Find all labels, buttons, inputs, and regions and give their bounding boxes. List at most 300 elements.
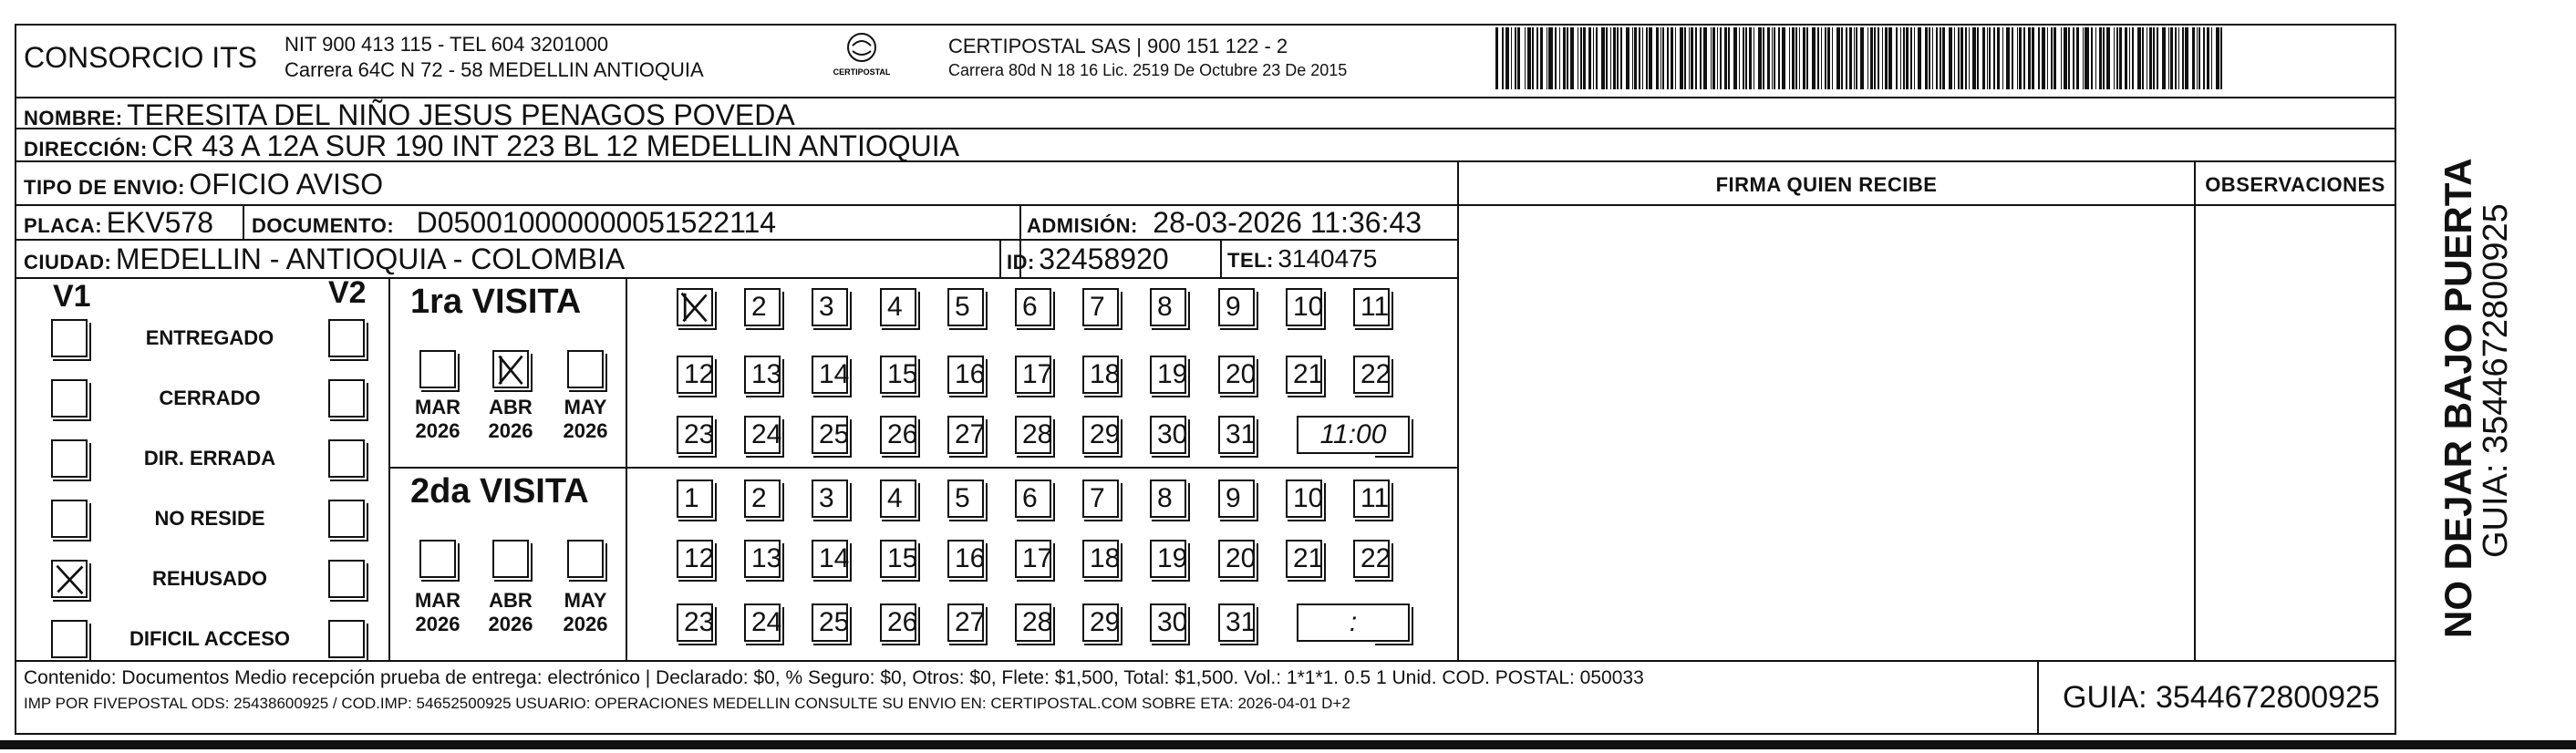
barcode-bar [1660, 27, 1661, 89]
barcode-bar [1511, 27, 1512, 89]
barcode-bar [1532, 27, 1534, 89]
day-box[interactable]: 31 [1218, 416, 1255, 454]
month-label [558, 589, 613, 636]
footer-contenido: Contenido: Documentos Medio recepción prueba de entrega: electrónico | Declarado: $0, % Seguro: $0, Otros: $0, Flete: $1,500, Total: $1,500. Vol.: 1*1*1. 0.5 1 Unid. COD. POSTAL: 050033 [24, 667, 1644, 688]
barcode-bar [1712, 27, 1715, 89]
day-box[interactable]: 22 [1353, 540, 1390, 578]
barcode-bar [1517, 27, 1520, 89]
barcode-bar [1703, 27, 1707, 89]
status-option-label: ENTREGADO [145, 326, 274, 349]
barcode-bar [1680, 27, 1683, 89]
barcode-bar [2091, 27, 2093, 89]
barcode-bar [2170, 27, 2173, 89]
certipostal-line2: Carrera 80d N 18 16 Lic. 2519 De Octubre 23 De 2015 [948, 61, 1348, 79]
day-box[interactable]: 12 [677, 540, 713, 578]
admision-value: 28-03-2026 11:36:43 [1153, 206, 1422, 239]
certipostal-logo [812, 27, 912, 82]
barcode-bar [1745, 27, 1747, 89]
day-box[interactable]: 26 [880, 603, 916, 642]
month-checkbox[interactable] [492, 540, 529, 578]
barcode-bar [1832, 27, 1833, 89]
barcode-bar [2103, 27, 2105, 89]
barcode-bar [1854, 27, 1855, 89]
month-name: ABR [489, 589, 533, 612]
status-option-label: NO RESIDE [154, 507, 265, 530]
barcode-bar [2203, 27, 2205, 89]
barcode-bar [2051, 27, 2053, 89]
day-box[interactable]: 30 [1150, 603, 1186, 642]
barcode-bar [1989, 27, 1991, 89]
barcode-bar [1540, 27, 1543, 89]
day-box[interactable]: 25 [812, 416, 848, 454]
barcode-bar [1772, 27, 1773, 89]
nombre-label: NOMBRE: [24, 107, 123, 129]
day-box[interactable]: 28 [1015, 416, 1051, 454]
barcode-bar [2054, 27, 2056, 89]
day-box[interactable]: 10 [1286, 288, 1322, 326]
barcode-bar [1548, 27, 1553, 89]
barcode-bar [1733, 27, 1737, 89]
month-checkbox[interactable] [567, 540, 604, 578]
month-label [483, 396, 538, 443]
day-box[interactable]: 10 [1286, 480, 1322, 518]
month-name: MAY [564, 589, 607, 612]
barcode-bar [2168, 27, 2169, 89]
barcode-bar [1646, 27, 1648, 89]
day-box[interactable]: 28 [1015, 603, 1051, 642]
month-label [558, 396, 613, 443]
barcode-bar [1743, 27, 1744, 89]
barcode-bar [1806, 27, 1808, 89]
barcode-bar [1634, 27, 1637, 89]
barcode-bar [1965, 27, 1967, 89]
barcode-bar [1799, 27, 1800, 89]
ciudad-value: MEDELLIN - ANTIOQUIA - COLOMBIA [115, 242, 626, 275]
barcode-bar [2207, 27, 2209, 89]
barcode-bar [2211, 27, 2212, 89]
barcode-bar [1720, 27, 1722, 89]
barcode-bar [1836, 27, 1840, 89]
barcode-bar [1795, 27, 1797, 89]
barcode-bar [2061, 27, 2062, 89]
barcode-bar [1649, 27, 1652, 89]
barcode-bar [2106, 27, 2110, 89]
month-label [410, 589, 465, 636]
firma-header: FIRMA QUIEN RECIBE [1715, 173, 1938, 196]
barcode-bar [1662, 27, 1664, 89]
day-box[interactable]: 4 [880, 288, 916, 326]
v1-checkbox[interactable] [51, 500, 88, 538]
barcode-bar [1982, 27, 1985, 89]
barcode-bar [1812, 27, 1816, 89]
day-box[interactable]: 20 [1218, 540, 1255, 578]
barcode-bar [2142, 27, 2144, 89]
barcode-bar [1900, 27, 1901, 89]
barcode-bar [1495, 27, 1498, 89]
barcode-bar [1639, 27, 1640, 89]
barcode-bar [1563, 27, 1566, 89]
v1-checkbox[interactable] [51, 560, 88, 598]
tipo-envio-label: TIPO DE ENVIO: [24, 176, 185, 199]
barcode-bar [1918, 27, 1921, 89]
barcode-bar [1987, 27, 1988, 89]
barcode-bar [1613, 27, 1616, 89]
day-box[interactable]: 15 [880, 356, 916, 394]
ciudad-label: CIUDAD: [24, 251, 112, 273]
first-visit-time: 11:00 [1297, 416, 1410, 454]
v1-checkbox[interactable] [51, 620, 88, 658]
barcode-bar [1671, 27, 1673, 89]
barcode-bar [1849, 27, 1852, 89]
barcode-bar [2132, 27, 2134, 89]
v2-checkbox[interactable] [328, 560, 365, 598]
barcode-bar [1724, 27, 1727, 89]
day-box[interactable]: 13 [744, 540, 781, 578]
barcode-bar [2042, 27, 2045, 89]
day-box[interactable] [677, 288, 713, 326]
id-label: ID: [1007, 251, 1035, 273]
barcode-bar [2216, 27, 2219, 89]
second-visit-time: : [1297, 603, 1410, 642]
barcode-bar [2175, 27, 2177, 89]
day-box[interactable]: 27 [947, 416, 984, 454]
barcode-bar [1925, 27, 1928, 89]
barcode-bar [1502, 27, 1504, 89]
day-box[interactable]: 5 [947, 288, 984, 326]
barcode-bar [1583, 27, 1586, 89]
barcode-bar [2012, 27, 2013, 89]
day-box[interactable]: 2 [744, 480, 781, 518]
day-box[interactable]: 7 [1082, 480, 1119, 518]
barcode-bar [1878, 27, 1879, 89]
barcode-bar [1567, 27, 1568, 89]
day-box[interactable]: 18 [1082, 540, 1119, 578]
footer-guia: GUIA: 3544672800925 [2063, 680, 2380, 715]
day-box[interactable]: 8 [1150, 288, 1186, 326]
barcode-bar [1940, 27, 1941, 89]
day-box[interactable]: 30 [1150, 416, 1186, 454]
day-box[interactable]: 15 [880, 540, 916, 578]
nit-line: NIT 900 413 115 - TEL 604 3201000 [284, 33, 609, 56]
day-box[interactable]: 23 [677, 603, 713, 642]
barcode-bar [1856, 27, 1857, 89]
day-box[interactable]: 11 [1353, 480, 1390, 518]
placa-label: PLACA: [24, 214, 103, 237]
day-box[interactable]: 27 [947, 603, 984, 642]
direccion-label: DIRECCIÓN: [24, 138, 148, 160]
barcode-bar [2116, 27, 2118, 89]
day-box[interactable]: 19 [1150, 540, 1186, 578]
day-box[interactable]: 1 [677, 480, 713, 518]
barcode-bar [1860, 27, 1864, 89]
day-box[interactable]: 29 [1082, 603, 1119, 642]
barcode-bar [2028, 27, 2031, 89]
check-x-icon [53, 562, 86, 596]
barcode-bar [2006, 27, 2010, 89]
day-box[interactable]: 11 [1353, 288, 1390, 326]
bottom-border [0, 740, 2576, 749]
v1-label: V1 [53, 279, 91, 314]
barcode-bar [1792, 27, 1795, 89]
barcode-bar [1632, 27, 1633, 89]
barcode-bar [1675, 27, 1676, 89]
day-box[interactable]: 3 [812, 480, 848, 518]
v2-checkbox[interactable] [328, 379, 365, 418]
barcode-bar [1617, 27, 1619, 89]
placa-value: EKV578 [106, 206, 213, 239]
status-option-label: DIFICIL ACCESO [129, 627, 290, 650]
id-value: 32458920 [1039, 242, 1169, 275]
day-box[interactable]: 18 [1082, 356, 1119, 394]
day-box[interactable]: 4 [880, 480, 916, 518]
day-box[interactable]: 3 [812, 288, 848, 326]
barcode-bar [2137, 27, 2141, 89]
tel-value: 3140475 [1278, 244, 1378, 273]
barcode-bar [1942, 27, 1945, 89]
barcode-bar [1817, 27, 1819, 89]
barcode-bar [1954, 27, 1955, 89]
barcode-bar [2047, 27, 2048, 89]
barcode-bar [1717, 27, 1718, 89]
barcode-bar [1505, 27, 1509, 89]
day-box[interactable]: 17 [1015, 540, 1051, 578]
day-box[interactable]: 5 [947, 480, 984, 518]
barcode-bar [2019, 27, 2022, 89]
day-box[interactable]: 16 [947, 540, 984, 578]
barcode-bar [1620, 27, 1622, 89]
barcode-bar [1656, 27, 1659, 89]
day-box[interactable]: 22 [1353, 356, 1390, 394]
day-box[interactable]: 13 [744, 356, 781, 394]
barcode-bar [1896, 27, 1898, 89]
barcode-bar [2017, 27, 2018, 89]
month-checkbox[interactable] [419, 540, 456, 578]
day-box[interactable]: 23 [677, 416, 713, 454]
barcode-bar [1993, 27, 1995, 89]
day-box[interactable]: 14 [812, 356, 848, 394]
day-box[interactable]: 17 [1015, 356, 1051, 394]
v1-checkbox[interactable] [51, 439, 88, 478]
barcode-bar [2129, 27, 2130, 89]
barcode-bar [2099, 27, 2102, 89]
month-year: 2026 [415, 419, 460, 442]
barcode-bar [2064, 27, 2067, 89]
observaciones-header: OBSERVACIONES [2205, 173, 2385, 196]
day-box[interactable]: 21 [1286, 540, 1322, 578]
barcode-bar [1642, 27, 1643, 89]
day-box[interactable]: 26 [880, 416, 916, 454]
documento-value: D050010000000051522114 [416, 206, 777, 239]
barcode-bar [1960, 27, 1963, 89]
barcode-bar [1958, 27, 1960, 89]
barcode-bar [1596, 27, 1598, 89]
barcode-bar [1626, 27, 1629, 89]
day-box[interactable]: 8 [1150, 480, 1186, 518]
check-x-icon [678, 290, 711, 325]
footer-imp: IMP POR FIVEPOSTAL ODS: 25438600925 / COD.IMP: 54652500925 USUARIO: OPERACIONES MEDELLIN CONSULTE SU ENVIO EN: CERTIPOSTAL.COM SOBRE ETA: 2026-04-01 D+2 [24, 695, 1350, 712]
barcode-bar [1882, 27, 1883, 89]
barcode-bar [2149, 27, 2152, 89]
barcode-bar [1803, 27, 1805, 89]
barcode-bar [1903, 27, 1905, 89]
barcode-bar [2119, 27, 2122, 89]
barcode-bar [1789, 27, 1790, 89]
barcode-bar [1885, 27, 1888, 89]
barcode-bar [1610, 27, 1611, 89]
month-label [483, 589, 538, 636]
month-label [410, 396, 465, 443]
day-box[interactable]: 9 [1218, 288, 1255, 326]
day-box[interactable]: 29 [1082, 416, 1119, 454]
check-x-icon [494, 352, 527, 387]
month-year: 2026 [488, 613, 533, 635]
v2-label: V2 [328, 275, 367, 310]
day-box[interactable]: 6 [1015, 288, 1051, 326]
barcode-bar [1689, 27, 1690, 89]
v2-checkbox[interactable] [328, 500, 365, 538]
documento-label: DOCUMENTO: [252, 214, 395, 237]
month-year: 2026 [563, 613, 608, 635]
day-box[interactable]: 16 [947, 356, 984, 394]
barcode-bar [1846, 27, 1847, 89]
day-box[interactable]: 2 [744, 288, 781, 326]
barcode-bar [2197, 27, 2198, 89]
v2-checkbox[interactable] [328, 319, 365, 357]
day-box[interactable]: 14 [812, 540, 848, 578]
day-box[interactable]: 21 [1286, 356, 1322, 394]
barcode-bar [1536, 27, 1538, 89]
tel-label: TEL: [1227, 249, 1274, 272]
barcode-bar [1910, 27, 1912, 89]
second-visit-title: 2da VISITA [410, 472, 589, 511]
barcode-bar [1525, 27, 1526, 89]
barcode-bar [1684, 27, 1686, 89]
status-option-label: DIR. ERRADA [143, 447, 276, 469]
day-box[interactable]: 31 [1218, 603, 1255, 642]
barcode-bar [1778, 27, 1780, 89]
barcode-bar [2125, 27, 2127, 89]
barcode-bar [2220, 27, 2222, 89]
barcode-bar [2162, 27, 2166, 89]
nombre-value: TERESITA DEL NIÑO JESUS PENAGOS POVEDA [127, 98, 795, 131]
v1-checkbox[interactable] [51, 379, 88, 418]
v1-checkbox[interactable] [51, 319, 88, 357]
barcode-bar [1555, 27, 1557, 89]
status-option-label: REHUSADO [152, 567, 267, 590]
barcode-bar [1700, 27, 1702, 89]
barcode-bar [2085, 27, 2089, 89]
barcode-bar [2068, 27, 2070, 89]
month-checkbox[interactable] [567, 350, 604, 388]
barcode-bar [2002, 27, 2003, 89]
day-box[interactable]: 20 [1218, 356, 1255, 394]
barcode-bar [1588, 27, 1591, 89]
barcode-bar [1969, 27, 1970, 89]
barcode-bar [1997, 27, 2000, 89]
barcode-bar [2185, 27, 2188, 89]
barcode-bar [1949, 27, 1952, 89]
barcode-bar [2083, 27, 2084, 89]
barcode-bar [1888, 27, 1892, 89]
barcode-bar [1774, 27, 1775, 89]
barcode-bar [1559, 27, 1560, 89]
svg-text:CERTIPOSTAL: CERTIPOSTAL [833, 67, 891, 77]
barcode [1495, 27, 2225, 89]
v2-checkbox[interactable] [328, 620, 365, 658]
barcode-bar [2114, 27, 2115, 89]
month-name: MAY [564, 396, 607, 418]
barcode-bar [1601, 27, 1605, 89]
barcode-bar [1667, 27, 1669, 89]
month-year: 2026 [415, 613, 460, 635]
month-name: ABR [489, 396, 533, 418]
month-checkbox[interactable] [492, 350, 529, 388]
barcode-bar [2038, 27, 2040, 89]
barcode-bar [1691, 27, 1693, 89]
barcode-bar [1782, 27, 1785, 89]
month-name: MAR [414, 396, 461, 418]
day-box[interactable]: 19 [1150, 356, 1186, 394]
barcode-bar [1874, 27, 1876, 89]
barcode-bar [1825, 27, 1826, 89]
barcode-bar [1767, 27, 1770, 89]
status-option-label: CERRADO [159, 387, 261, 409]
barcode-bar [2157, 27, 2158, 89]
month-name: MAR [414, 589, 461, 612]
barcode-bar [2073, 27, 2074, 89]
day-box[interactable]: 6 [1015, 480, 1051, 518]
day-box[interactable]: 9 [1218, 480, 1255, 518]
barcode-bar [1821, 27, 1822, 89]
month-checkbox[interactable] [419, 350, 456, 388]
barcode-bar [1867, 27, 1868, 89]
day-box[interactable]: 24 [744, 416, 781, 454]
barcode-bar [1936, 27, 1938, 89]
barcode-bar [2095, 27, 2096, 89]
address-line: Carrera 64C N 72 - 58 MEDELLIN ANTIOQUIA [284, 58, 704, 81]
day-box[interactable]: 12 [677, 356, 713, 394]
month-year: 2026 [563, 419, 608, 442]
month-year: 2026 [488, 419, 533, 442]
v2-checkbox[interactable] [328, 439, 365, 478]
barcode-bar [2198, 27, 2200, 89]
day-box[interactable]: 7 [1082, 288, 1119, 326]
barcode-bar [1977, 27, 1979, 89]
barcode-bar [1570, 27, 1574, 89]
barcode-bar [2076, 27, 2079, 89]
tipo-envio-value: OFICIO AVISO [189, 168, 384, 201]
day-box[interactable]: 25 [812, 603, 848, 642]
barcode-bar [2182, 27, 2184, 89]
certipostal-line1: CERTIPOSTAL SAS | 900 151 122 - 2 [948, 35, 1288, 57]
side-guia: GUIA: 3544672800925 [2477, 203, 2515, 558]
barcode-bar [1763, 27, 1764, 89]
barcode-bar [1580, 27, 1582, 89]
barcode-bar [1749, 27, 1752, 89]
barcode-bar [2023, 27, 2025, 89]
direccion-value: CR 43 A 12A SUR 190 INT 223 BL 12 MEDELLIN ANTIOQUIA [151, 129, 959, 162]
barcode-bar [1695, 27, 1697, 89]
admision-label: ADMISIÓN: [1027, 214, 1138, 237]
barcode-bar [1527, 27, 1531, 89]
barcode-bar [1827, 27, 1830, 89]
barcode-bar [1841, 27, 1843, 89]
barcode-bar [1758, 27, 1762, 89]
barcode-bar [2032, 27, 2034, 89]
barcode-bar [1914, 27, 1915, 89]
barcode-bar [1515, 27, 1516, 89]
day-box[interactable]: 24 [744, 603, 781, 642]
